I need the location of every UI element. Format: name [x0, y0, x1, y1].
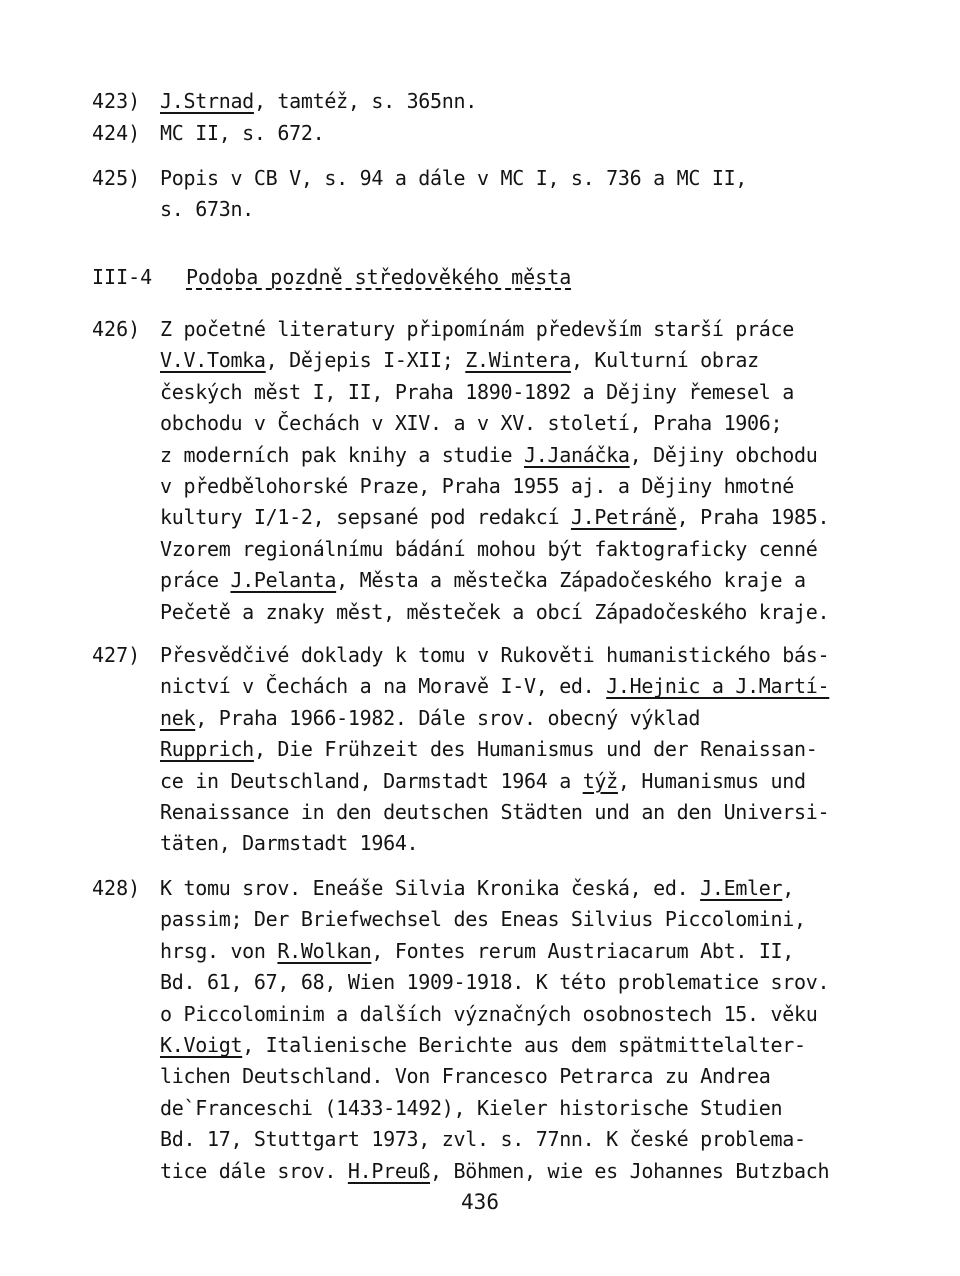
citation-text: , — [782, 876, 795, 900]
footnote-line — [160, 314, 794, 345]
author-name: J.Pelanta — [230, 568, 337, 593]
citation-text: hrsg. von — [160, 938, 278, 963]
footnote-number: 428) — [92, 876, 141, 900]
citation-text: Vzorem regionálnímu bádání mohou být faktograficky cenné — [160, 536, 818, 561]
footnote-line — [160, 597, 829, 628]
footnote-line — [160, 440, 818, 471]
citation-text: Bd. 61, 67, 68, Wien 1909-1918. K této problematice srov. — [160, 970, 830, 995]
footnote-line — [160, 471, 794, 502]
footnote-line — [160, 766, 806, 797]
citation-text: ce in Deutschland, Darmstadt 1964 a — [160, 768, 583, 793]
author-name: Z.Wintera — [465, 348, 571, 373]
footnote-line — [160, 118, 324, 149]
footnote-line — [160, 345, 759, 376]
citation-text: passim; Der Briefwechsel des Eneas Silvius Piccolomini, — [160, 907, 806, 932]
author-name: J.Emler — [700, 876, 783, 900]
section-number: III-4 — [92, 265, 153, 289]
citation-text: z moderních pak knihy a studie — [160, 442, 524, 467]
author-name: V.V.Tomka — [160, 348, 266, 373]
footnote-line — [160, 873, 794, 904]
citation-text: Pečetě a znaky měst, městeček a obcí Západočeského kraje. — [160, 599, 830, 624]
footnote-number: 426) — [92, 317, 141, 341]
footnote-number: 427) — [92, 643, 141, 667]
footnote-line — [160, 828, 418, 859]
author-name: H.Preuß — [347, 1158, 431, 1183]
footnote-line — [160, 904, 806, 935]
footnote-line — [160, 534, 818, 565]
citation-text: Přesvědčivé doklady k tomu v Rukověti humanistického bás- — [160, 643, 830, 667]
citation-text: tice dále srov. — [160, 1158, 348, 1183]
page-number: 436 — [461, 1190, 499, 1214]
author-name: J.Hejnic a J.Martí- — [606, 674, 830, 699]
author-name: R.Wolkan — [277, 938, 372, 963]
footnote-number: 425) — [92, 166, 141, 190]
footnote-line — [160, 565, 806, 596]
footnote-line — [160, 703, 700, 734]
citation-text: , Italienische Berichte aus dem spätmittelalter- — [242, 1033, 806, 1057]
author-name: K.Voigt — [160, 1033, 243, 1057]
footnote-line — [160, 1156, 829, 1187]
footnote-line — [160, 640, 829, 671]
citation-text: , Města a městečka Západočeského kraje a — [336, 568, 806, 593]
footnote-line — [160, 194, 254, 225]
citation-text: K tomu srov. Eneáše Silvia Kronika česká, ed. — [160, 876, 701, 900]
citation-text: , Dějepis I-XII; — [265, 348, 466, 373]
author-name: J.Petráně — [570, 505, 677, 530]
citation-text: Renaissance in den deutschen Städten und an den Universi- — [160, 800, 830, 824]
citation-text: obchodu v Čechách v XIV. a v XV. století, Praha 1906; — [160, 411, 783, 436]
citation-text: de`Franceschi (1433-1492), Kieler historische Studien — [160, 1095, 783, 1120]
citation-text: täten, Darmstadt 1964. — [160, 831, 419, 856]
footnote-line — [160, 1061, 771, 1092]
citation-text: , Dějiny obchodu — [629, 442, 818, 467]
citation-text: práce — [160, 568, 231, 593]
citation-text: o Piccolominim a dalších význačných osobnostech 15. věku — [160, 1001, 818, 1026]
footnote-line — [160, 408, 782, 439]
author-name: J.Janáčka — [523, 442, 630, 467]
citation-text: nictví v Čechách a na Moravě I-V, ed. — [160, 674, 607, 699]
author-name: Rupprich — [160, 737, 254, 762]
citation-text: lichen Deutschland. Von Francesco Petrarca zu Andrea — [160, 1064, 771, 1089]
footnote-line — [160, 999, 818, 1030]
citation-text: českých měst I, II, Praha 1890-1892 a Dějiny řemesel a — [160, 379, 795, 404]
footnote-line — [160, 1124, 806, 1155]
citation-text: , Fontes rerum Austriacarum Abt. II, — [371, 938, 795, 963]
citation-text: , Humanismus und — [617, 768, 806, 793]
citation-text: , Kulturní obraz — [570, 348, 759, 373]
citation-text: Bd. 17, Stuttgart 1973, zvl. s. 77nn. K české problema- — [160, 1127, 806, 1152]
citation-text: Popis v CB V, s. 94 a dále v MC I, s. 736 a MC II, — [160, 166, 748, 190]
footnote-line — [160, 734, 818, 765]
author-name: J.Strnad — [160, 89, 254, 113]
footnote-line — [160, 502, 829, 533]
footnote-number: 423) — [92, 89, 141, 113]
footnote-line — [160, 936, 794, 967]
citation-text: , Praha 1966-1982. Dále srov. obecný výklad — [195, 705, 701, 730]
footnote-line — [160, 671, 829, 702]
footnote-line — [160, 797, 829, 828]
footnote-number: 424) — [92, 121, 141, 145]
citation-text: s. 673n. — [160, 197, 254, 222]
footnote-line — [160, 163, 747, 194]
section-title: Podoba pozdně středověkého města — [186, 265, 572, 289]
footnote-line — [160, 1030, 806, 1061]
citation-text: kultury I/1-2, sepsané pod redakcí — [160, 505, 571, 530]
footnote-line — [160, 967, 829, 998]
footnote-line — [160, 377, 794, 408]
citation-text: , Praha 1985. — [676, 505, 830, 530]
footnote-line — [160, 1093, 782, 1124]
author-name: týž — [582, 768, 618, 793]
citation-text: v předbělohorské Praze, Praha 1955 aj. a Dějiny hmotné — [160, 474, 795, 498]
citation-text: Z početné literatury připomínám především starší práce — [160, 317, 795, 341]
citation-text: MC II, s. 672. — [160, 121, 325, 145]
citation-text: , tamtéž, s. 365nn. — [253, 89, 478, 113]
author-name: nek — [160, 705, 196, 730]
citation-text: , Böhmen, wie es Johannes Butzbach — [430, 1158, 830, 1183]
footnote-line — [160, 86, 477, 117]
citation-text: , Die Frühzeit des Humanismus und der Renaissan- — [253, 737, 818, 762]
